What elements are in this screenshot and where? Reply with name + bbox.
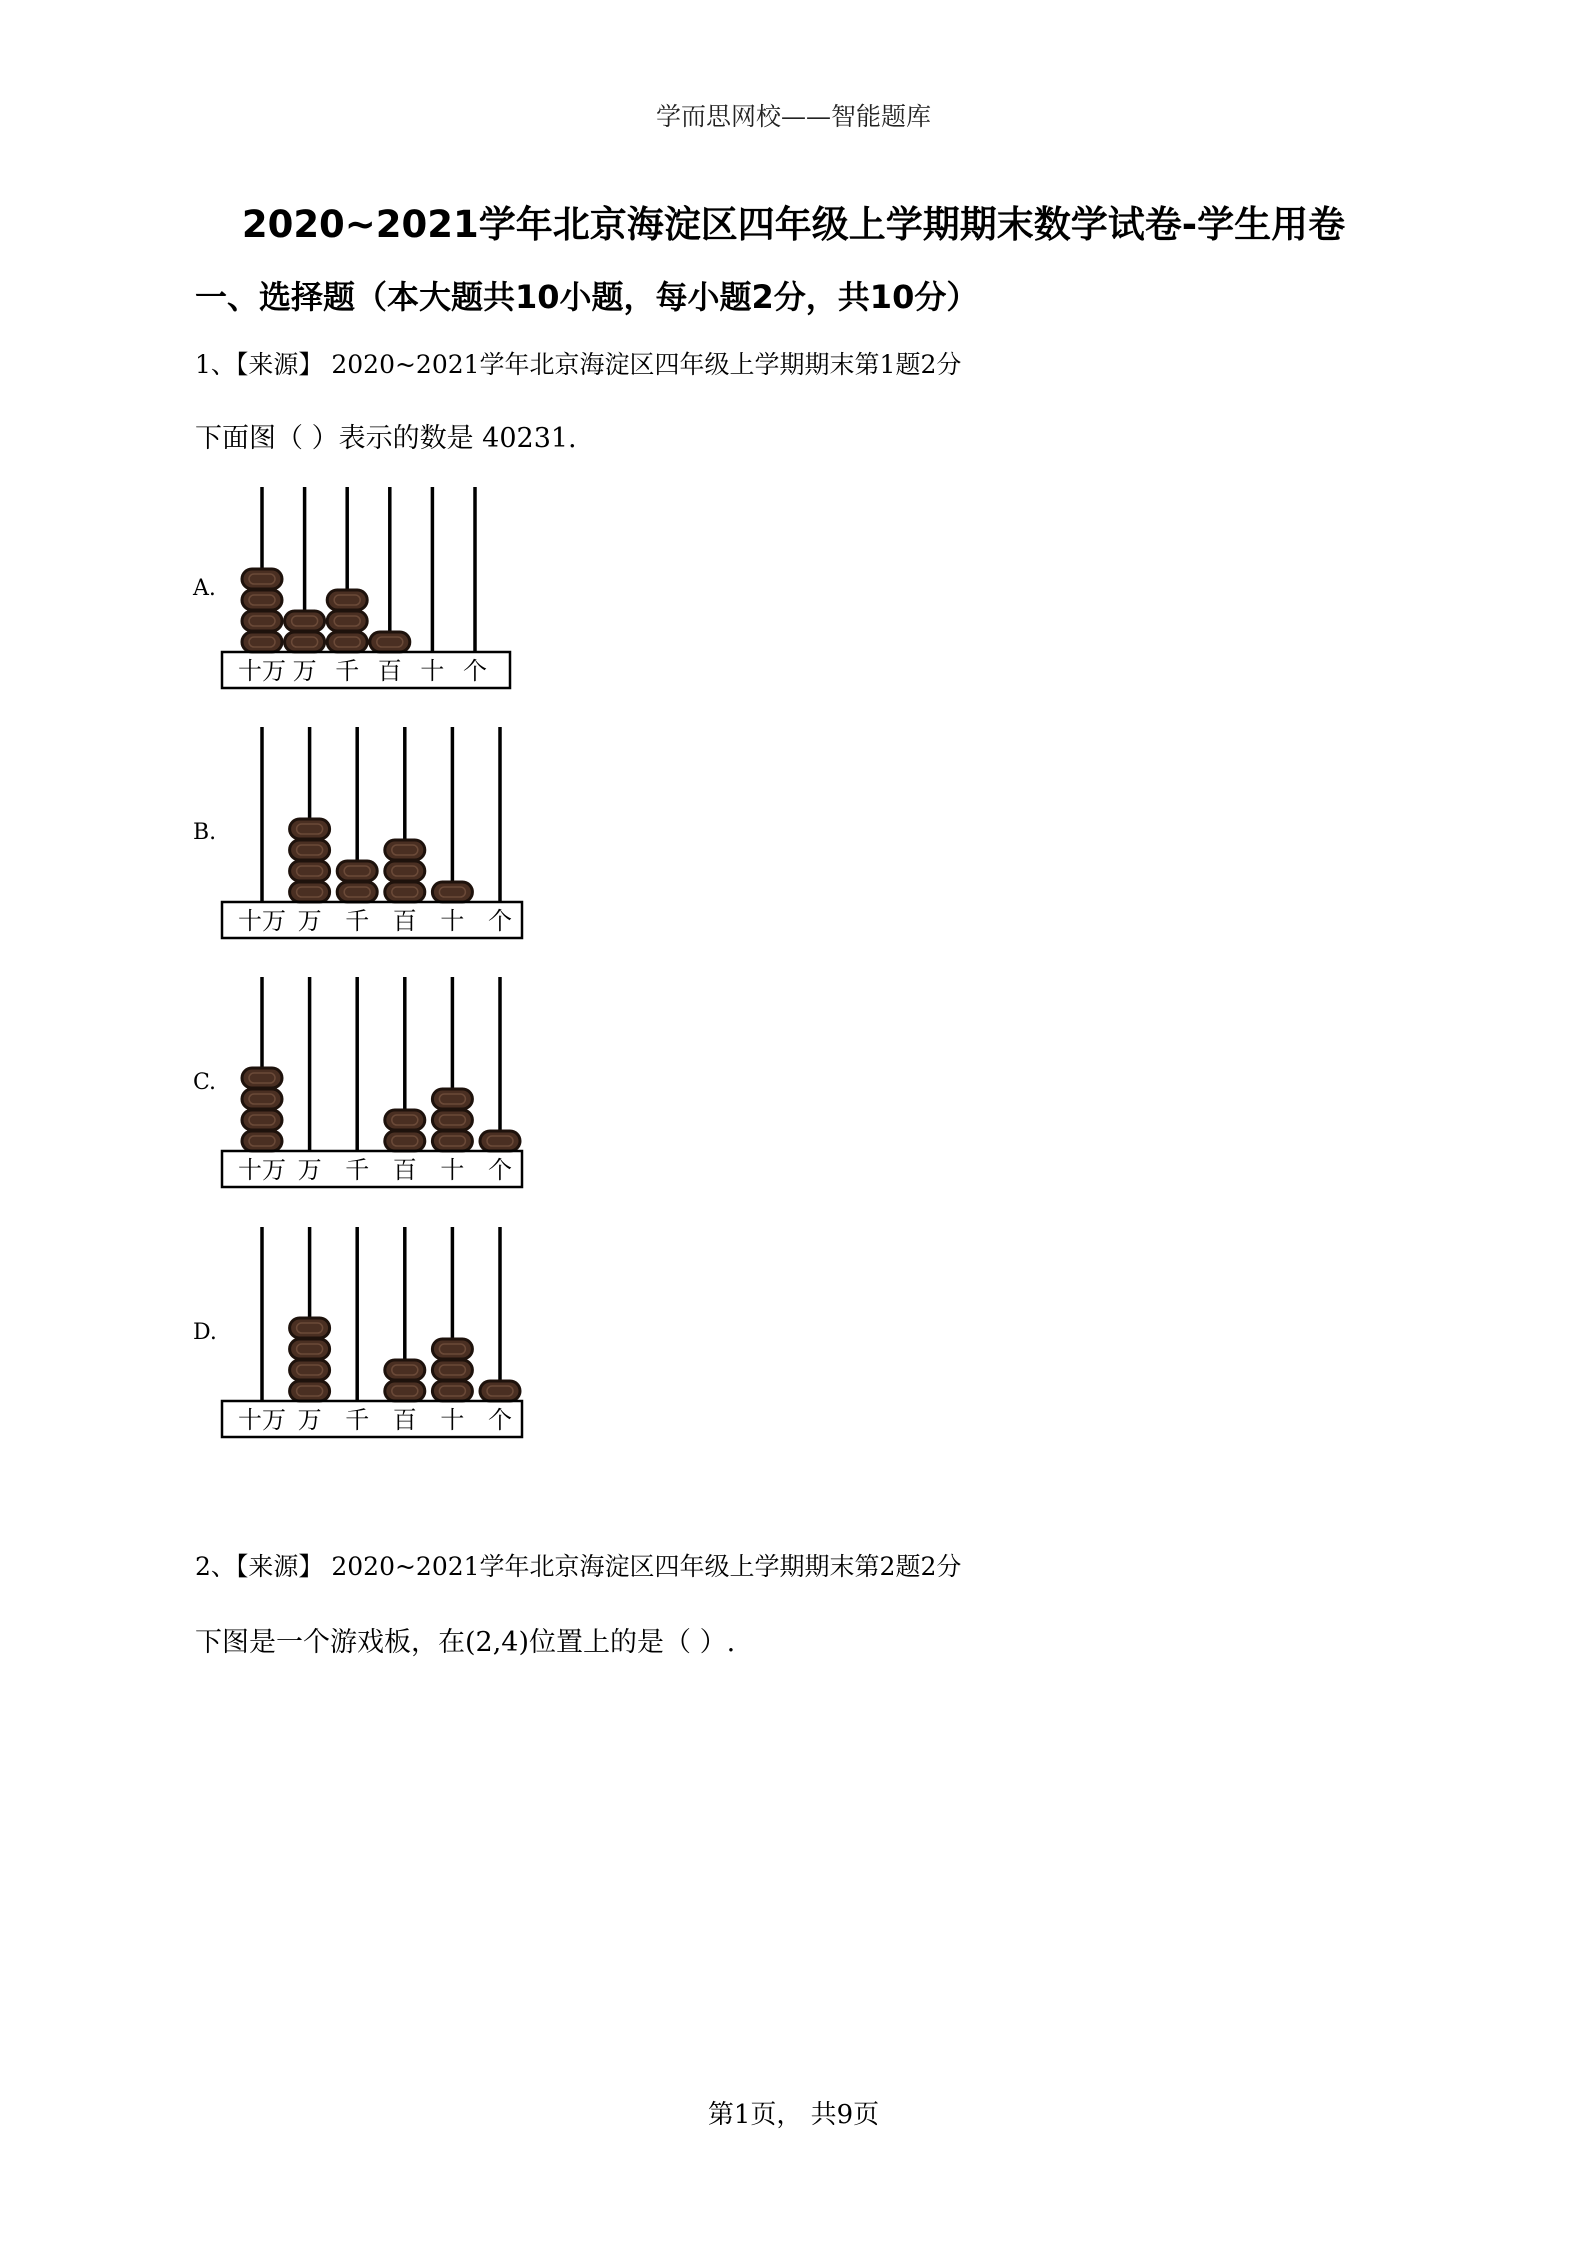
column-label: 十万: [238, 1156, 286, 1184]
page-header: 学而思网校——智能题库: [655, 102, 931, 131]
column-label: 万: [297, 907, 322, 935]
column-label: 百: [392, 1156, 417, 1184]
column-label: 个: [488, 1156, 512, 1184]
q2-source: 2、【来源】 2020~2021学年北京海淀区四年级上学期期末第2题2分: [195, 1552, 962, 1581]
column-label: 万: [297, 1406, 322, 1434]
q2-stem: 下图是一个游戏板，在(2,4)位置上的是（ ）.: [195, 1627, 736, 1658]
q1-stem: 下面图（ ）表示的数是 40231.: [195, 423, 577, 454]
column-label: 千: [345, 1406, 370, 1434]
page-title: 2020~2021学年北京海淀区四年级上学期期末数学试卷-学生用卷: [241, 203, 1346, 246]
bead: [290, 1360, 330, 1380]
bead: [385, 1360, 425, 1380]
rod-1: [290, 1227, 330, 1401]
column-label: 百: [377, 657, 402, 685]
bead: [432, 1360, 472, 1380]
bead: [432, 1339, 472, 1359]
column-label: 十: [420, 657, 445, 685]
column-label: 个: [463, 657, 487, 685]
column-label: 百: [392, 1406, 417, 1434]
column-label: 十: [440, 907, 465, 935]
column-label: 十万: [238, 907, 286, 935]
section-heading: 一、选择题（本大题共10小题，每小题2分，共10分）: [195, 278, 979, 316]
column-label: 十万: [238, 657, 286, 685]
rod-5: [480, 1227, 520, 1401]
column-label: 千: [345, 907, 370, 935]
rod-3: [385, 1227, 425, 1401]
bead: [432, 1381, 472, 1401]
column-label: 千: [345, 1156, 370, 1184]
column-label: 个: [488, 1406, 512, 1434]
column-label: 十万: [238, 1406, 286, 1434]
bead: [385, 1381, 425, 1401]
column-label: 千: [335, 657, 360, 685]
option-c-label[interactable]: C.: [193, 1070, 217, 1095]
column-label: 万: [292, 657, 317, 685]
q1-source: 1、【来源】 2020~2021学年北京海淀区四年级上学期期末第1题2分: [195, 350, 962, 379]
option-b-label[interactable]: B.: [193, 820, 217, 845]
bead: [290, 1339, 330, 1359]
option-a-label[interactable]: A.: [193, 576, 216, 601]
option-d-label[interactable]: D.: [193, 1320, 217, 1345]
page-footer: 第1页， 共9页: [707, 2100, 880, 2130]
bead: [290, 1381, 330, 1401]
column-label: 十: [440, 1156, 465, 1184]
column-label: 万: [297, 1156, 322, 1184]
column-label: 个: [488, 907, 512, 935]
bead: [290, 1318, 330, 1338]
bead: [480, 1381, 520, 1401]
rod-4: [432, 1227, 472, 1401]
column-label: 十: [440, 1406, 465, 1434]
column-label: 百: [392, 907, 417, 935]
